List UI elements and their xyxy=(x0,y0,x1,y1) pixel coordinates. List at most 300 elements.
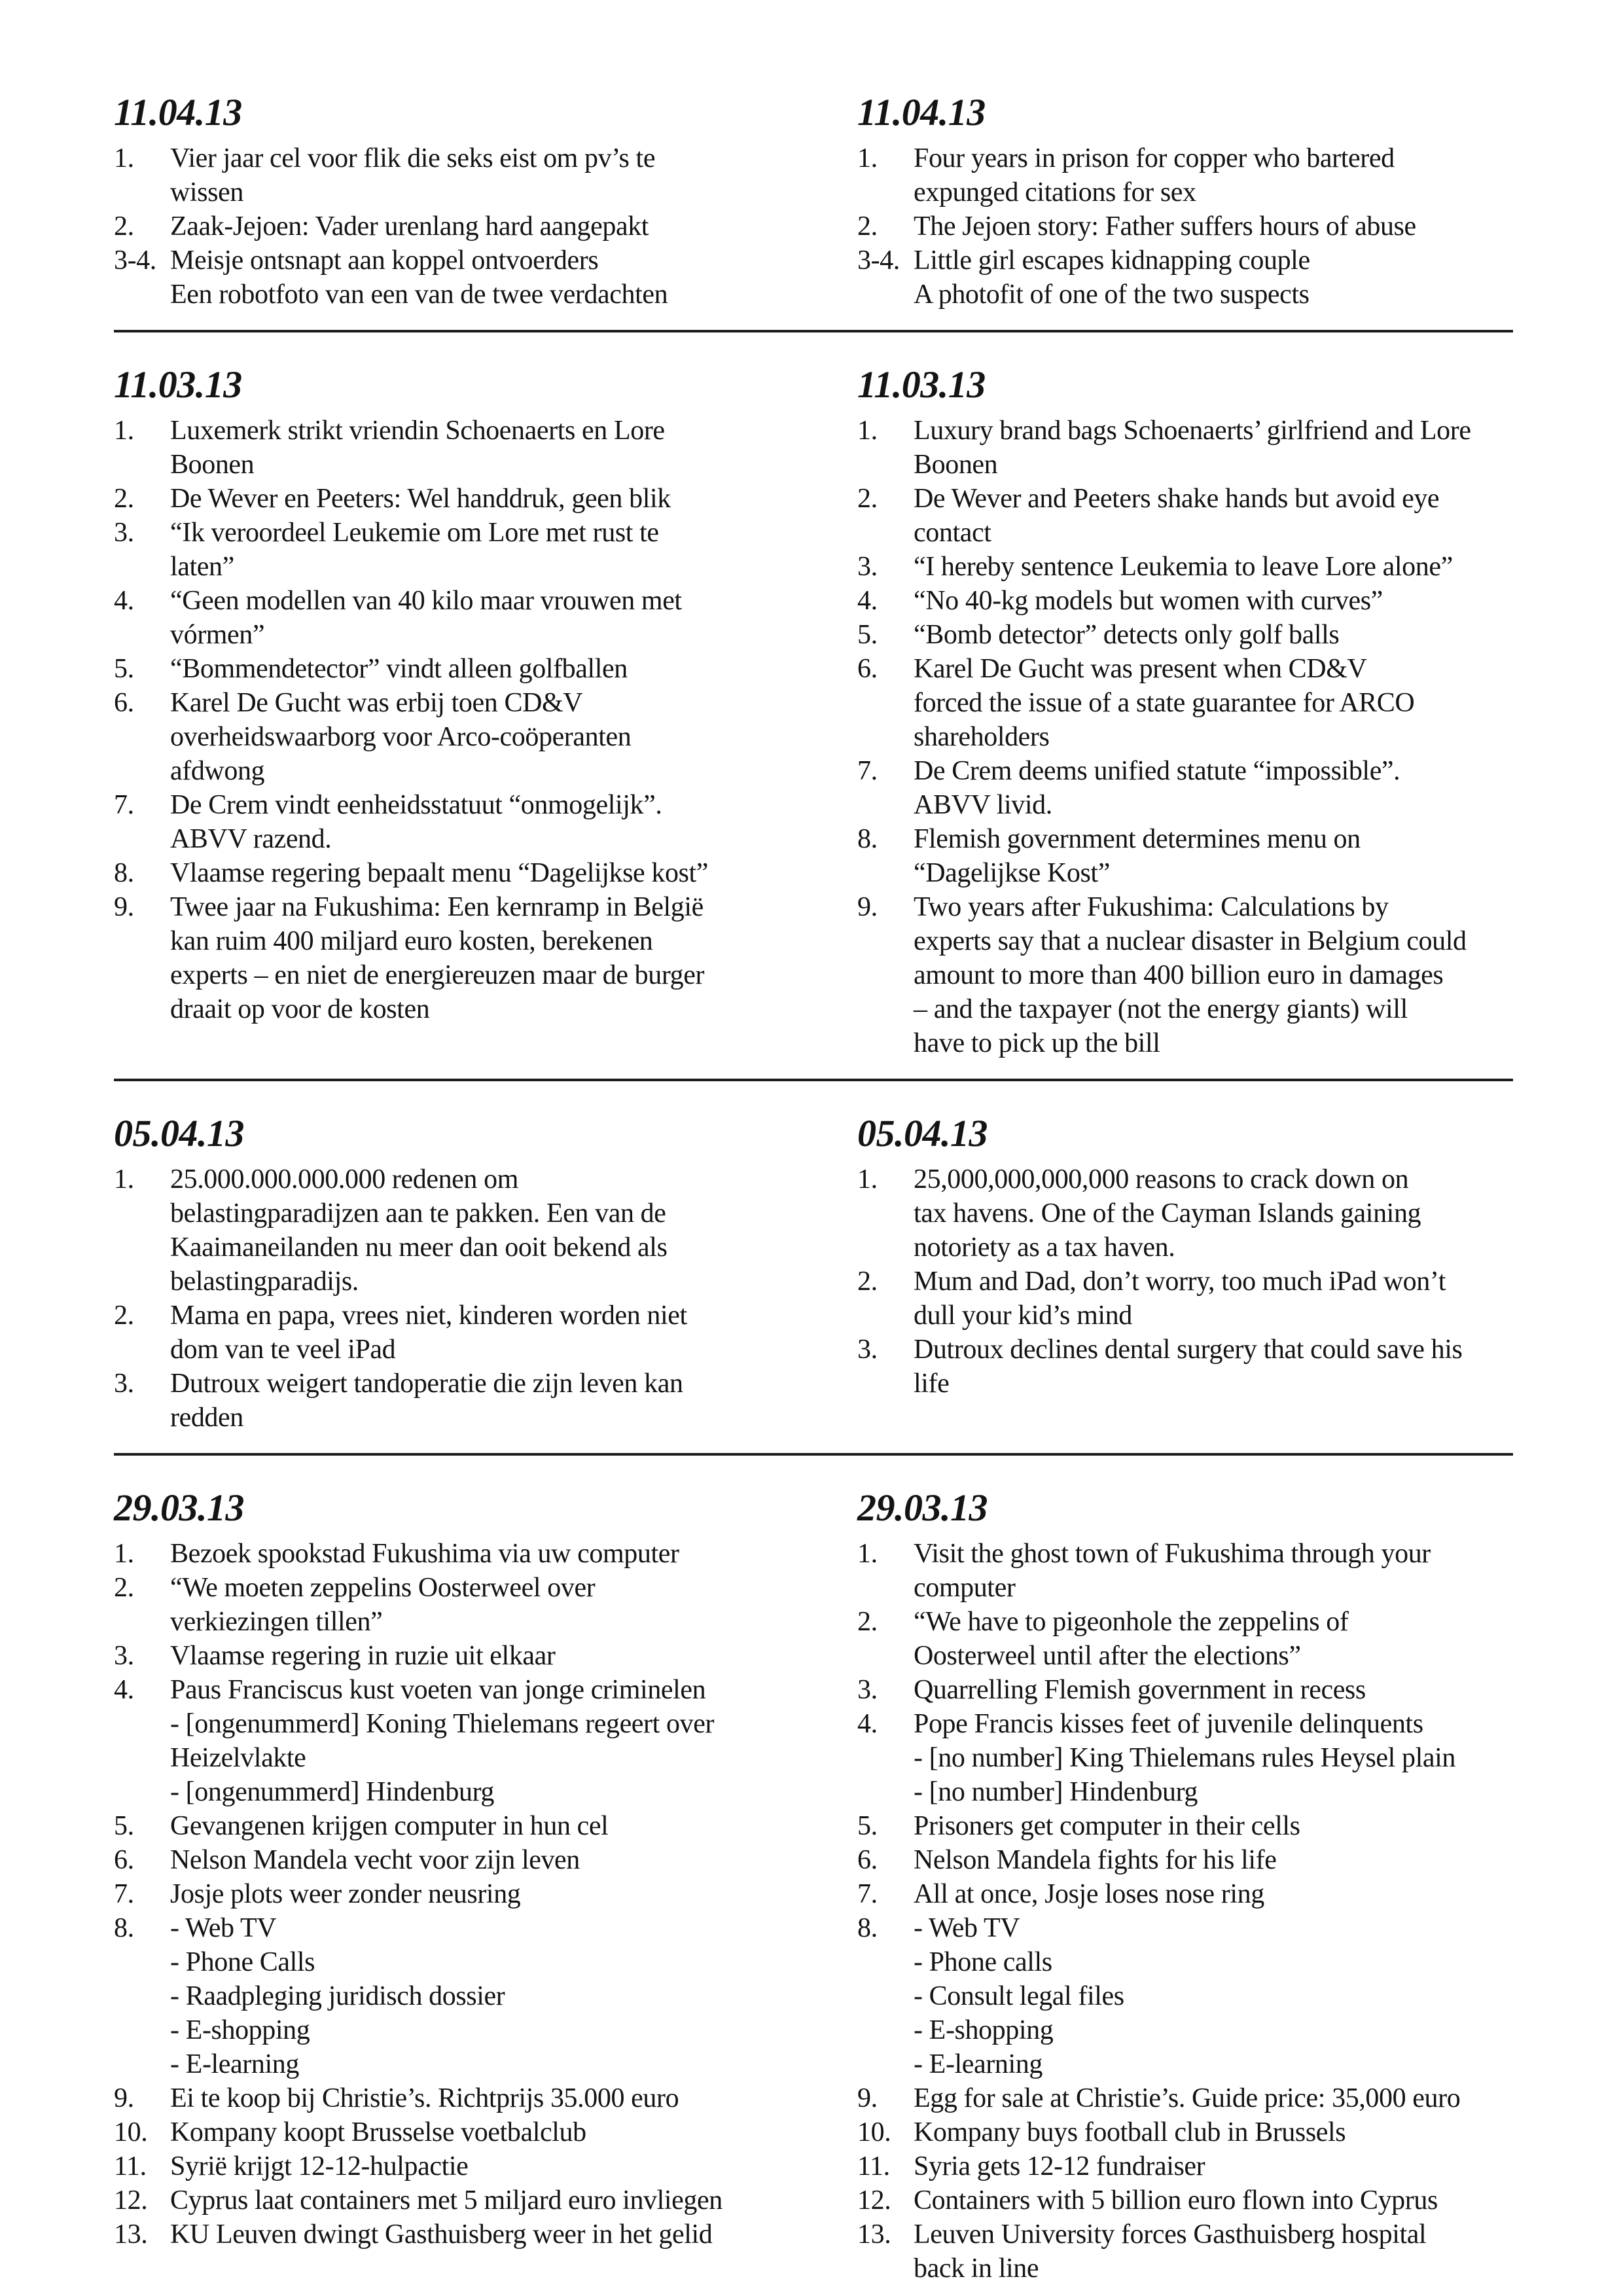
headline-line: Bezoek spookstad Fukushima via uw computer xyxy=(170,1539,679,1569)
headline-line: Containers with 5 billion euro flown into Cyprus xyxy=(914,2185,1438,2215)
item-number: 6. xyxy=(857,654,878,684)
headline-line: Kompany buys football club in Brussels xyxy=(914,2117,1346,2147)
item-number: 13. xyxy=(114,2219,148,2250)
headline-line: contact xyxy=(914,518,991,548)
headline-list-english xyxy=(857,1537,1513,2286)
headline-list-dutch xyxy=(114,1537,818,2251)
headline-line: - E-shopping xyxy=(170,2015,310,2045)
column-english xyxy=(857,364,1513,1060)
headline-item xyxy=(857,2149,1513,2183)
section-date-english: 11.03.13 xyxy=(857,363,986,406)
headline-line: shareholders xyxy=(914,722,1050,752)
headline-list-dutch xyxy=(114,1162,818,1435)
date-section xyxy=(114,1113,1513,1435)
headline-line: KU Leuven dwingt Gasthuisberg weer in het gelid xyxy=(170,2219,713,2250)
headline-item xyxy=(114,1162,818,1299)
item-text xyxy=(170,1911,818,2081)
headline-item xyxy=(857,482,1513,550)
item-number: 4. xyxy=(114,586,134,616)
headline-line: dull your kid’s mind xyxy=(914,1300,1132,1331)
headline-item xyxy=(114,1299,818,1367)
item-text xyxy=(914,414,1513,482)
item-number: 13. xyxy=(857,2219,891,2250)
item-text xyxy=(914,243,1513,312)
headline-item xyxy=(857,2115,1513,2149)
item-text xyxy=(170,1571,818,1639)
headline-item xyxy=(114,209,818,243)
headline-item xyxy=(857,1605,1513,1673)
date-section xyxy=(114,1487,1513,2286)
headline-item xyxy=(114,788,818,856)
item-text xyxy=(914,482,1513,550)
item-text xyxy=(914,890,1513,1060)
item-number: 11. xyxy=(114,2151,147,2181)
headline-line: experts say that a nuclear disaster in Belgium could xyxy=(914,926,1467,956)
section-date-english: 05.04.13 xyxy=(857,1112,988,1155)
column-english xyxy=(857,1487,1513,2286)
item-text xyxy=(914,1911,1513,2081)
headline-line: 25.000.000.000.000 redenen om xyxy=(170,1164,518,1194)
headline-item xyxy=(857,414,1513,482)
two-column-layout xyxy=(114,92,1513,312)
item-text xyxy=(170,1843,818,1877)
headline-line: Gevangenen krijgen computer in hun cel xyxy=(170,1811,609,1841)
headline-line: - E-learning xyxy=(170,2049,299,2079)
item-number: 1. xyxy=(857,143,878,173)
headline-line: Kompany koopt Brusselse voetbalclub xyxy=(170,2117,586,2147)
headline-line: - Phone calls xyxy=(914,1947,1052,1977)
item-number: 3-4. xyxy=(114,245,156,276)
headline-line: Nelson Mandela fights for his life xyxy=(914,1845,1277,1875)
item-text xyxy=(914,1537,1513,1605)
headline-line: laten” xyxy=(170,552,234,582)
item-text xyxy=(170,414,818,482)
headline-line: Een robotfoto van een van de twee verdachten xyxy=(170,279,668,310)
headline-line: - Consult legal files xyxy=(914,1981,1124,2011)
headline-item xyxy=(857,1162,1513,1265)
headline-line: “No 40-kg models but women with curves” xyxy=(914,586,1383,616)
section-divider xyxy=(114,330,1513,332)
item-number: 2. xyxy=(114,1300,134,1331)
headline-line: Vlaamse regering bepaalt menu “Dagelijkse kost” xyxy=(170,858,709,888)
item-number: 2. xyxy=(857,1266,878,1297)
headline-item xyxy=(114,1877,818,1911)
date-section xyxy=(114,92,1513,312)
item-text xyxy=(170,209,818,243)
item-text xyxy=(914,1673,1513,1707)
headline-line: dom van te veel iPad xyxy=(170,1335,396,1365)
item-number: 5. xyxy=(114,1811,134,1841)
headline-line: Syria gets 12-12 fundraiser xyxy=(914,2151,1205,2181)
section-date-english: 29.03.13 xyxy=(857,1486,988,1529)
headline-line: Karel De Gucht was erbij toen CD&V xyxy=(170,688,583,718)
item-number: 2. xyxy=(114,211,134,242)
item-text xyxy=(170,1367,818,1435)
item-number: 3. xyxy=(857,1335,878,1365)
headline-item xyxy=(857,1673,1513,1707)
item-text xyxy=(170,1162,818,1299)
section-date-dutch: 29.03.13 xyxy=(114,1486,244,1529)
headline-line: Pope Francis kisses feet of juvenile delinquents xyxy=(914,1709,1423,1739)
headline-item xyxy=(114,2217,818,2251)
item-number: 3. xyxy=(857,552,878,582)
headline-line: Egg for sale at Christie’s. Guide price: 35,000 euro xyxy=(914,2083,1461,2113)
headline-line: amount to more than 400 billion euro in damages xyxy=(914,960,1444,990)
item-text xyxy=(914,584,1513,618)
headline-line: wissen xyxy=(170,177,243,207)
headline-line: – and the taxpayer (not the energy giants) will xyxy=(914,994,1408,1024)
item-number: 2. xyxy=(857,1607,878,1637)
item-text xyxy=(170,2217,818,2251)
headline-line: Dutroux weigert tandoperatie die zijn leven kan xyxy=(170,1369,683,1399)
headline-line: Mama en papa, vrees niet, kinderen worden niet xyxy=(170,1300,687,1331)
item-number: 1. xyxy=(857,416,878,446)
section-date-dutch: 11.04.13 xyxy=(114,91,242,134)
headline-item xyxy=(857,2217,1513,2286)
headline-line: Twee jaar na Fukushima: Een kernramp in België xyxy=(170,892,704,922)
item-number: 3. xyxy=(114,1641,134,1671)
item-number: 5. xyxy=(114,654,134,684)
headline-item xyxy=(857,652,1513,754)
headline-line: redden xyxy=(170,1403,243,1433)
item-text xyxy=(170,584,818,652)
section-divider xyxy=(114,1079,1513,1081)
item-text xyxy=(914,1809,1513,1843)
two-column-layout xyxy=(114,1113,1513,1435)
headline-item xyxy=(114,652,818,686)
item-number: 12. xyxy=(857,2185,891,2215)
item-number: 9. xyxy=(857,892,878,922)
headline-line: De Wever and Peeters shake hands but avoid eye xyxy=(914,484,1440,514)
headline-line: De Crem deems unified statute “impossible”. xyxy=(914,756,1400,786)
headline-list-dutch xyxy=(114,141,818,312)
section-date-dutch: 11.03.13 xyxy=(114,363,242,406)
headline-line: vórmen” xyxy=(170,620,265,650)
headline-line: overheidswaarborg voor Arco-coöperanten xyxy=(170,722,632,752)
headline-line: life xyxy=(914,1369,950,1399)
headline-line: - E-learning xyxy=(914,2049,1043,2079)
item-text xyxy=(914,2081,1513,2115)
headline-item xyxy=(857,890,1513,1060)
column-english xyxy=(857,92,1513,312)
item-text xyxy=(170,1809,818,1843)
headline-line: A photofit of one of the two suspects xyxy=(914,279,1310,310)
headline-list-english xyxy=(857,1162,1513,1401)
item-number: 3. xyxy=(857,1675,878,1705)
headline-item xyxy=(114,2149,818,2183)
item-text xyxy=(170,890,818,1026)
item-number: 10. xyxy=(114,2117,148,2147)
headline-line: Josje plots weer zonder neusring xyxy=(170,1879,521,1909)
item-number: 9. xyxy=(114,892,134,922)
item-number: 11. xyxy=(857,2151,890,2181)
item-number: 8. xyxy=(857,824,878,854)
headline-line: notoriety as a tax haven. xyxy=(914,1232,1175,1263)
item-text xyxy=(914,209,1513,243)
item-number: 4. xyxy=(857,586,878,616)
headline-item xyxy=(857,584,1513,618)
item-text xyxy=(170,2149,818,2183)
item-number: 10. xyxy=(857,2117,891,2147)
item-text xyxy=(170,1639,818,1673)
headline-line: The Jejoen story: Father suffers hours of abuse xyxy=(914,211,1416,242)
item-text xyxy=(914,550,1513,584)
item-text xyxy=(170,2081,818,2115)
headline-item xyxy=(857,822,1513,890)
headline-line: belastingparadijs. xyxy=(170,1266,359,1297)
item-number: 6. xyxy=(114,688,134,718)
item-number: 2. xyxy=(114,1573,134,1603)
headline-item xyxy=(114,482,818,516)
headline-line: Flemish government determines menu on xyxy=(914,824,1361,854)
item-number: 5. xyxy=(857,1811,878,1841)
headline-line: Meisje ontsnapt aan koppel ontvoerders xyxy=(170,245,599,276)
headline-line: “Dagelijkse Kost” xyxy=(914,858,1110,888)
headline-line: Mum and Dad, don’t worry, too much iPad won’t xyxy=(914,1266,1446,1297)
item-text xyxy=(914,1877,1513,1911)
headline-line: “I hereby sentence Leukemia to leave Lore alone” xyxy=(914,552,1453,582)
headline-line: 25,000,000,000,000 reasons to crack down on xyxy=(914,1164,1409,1194)
headline-line: - [ongenummerd] Koning Thielemans regeert over xyxy=(170,1709,715,1739)
headline-line: tax havens. One of the Cayman Islands gaining xyxy=(914,1198,1421,1229)
headline-line: expunged citations for sex xyxy=(914,177,1196,207)
headline-line: Zaak-Jejoen: Vader urenlang hard aangepakt xyxy=(170,211,649,242)
item-text xyxy=(170,856,818,890)
headline-line: Boonen xyxy=(914,450,998,480)
headline-item xyxy=(857,618,1513,652)
headline-line: Leuven University forces Gasthuisberg hospital xyxy=(914,2219,1427,2250)
headline-line: Luxury brand bags Schoenaerts’ girlfriend and Lore xyxy=(914,416,1471,446)
headline-line: “We moeten zeppelins Oosterweel over xyxy=(170,1573,596,1603)
headline-item xyxy=(857,209,1513,243)
item-text xyxy=(170,1299,818,1367)
item-number: 4. xyxy=(857,1709,878,1739)
headline-line: Paus Franciscus kust voeten van jonge criminelen xyxy=(170,1675,706,1705)
item-text xyxy=(170,141,818,209)
headline-line: experts – en niet de energiereuzen maar de burger xyxy=(170,960,705,990)
headline-line: “Geen modellen van 40 kilo maar vrouwen met xyxy=(170,586,682,616)
headline-item xyxy=(857,1265,1513,1333)
headline-item xyxy=(114,1843,818,1877)
item-number: 6. xyxy=(114,1845,134,1875)
item-text xyxy=(170,788,818,856)
item-text xyxy=(914,618,1513,652)
section-date-english: 11.04.13 xyxy=(857,91,986,134)
headline-line: ABVV livid. xyxy=(914,790,1052,820)
headline-line: kan ruim 400 miljard euro kosten, berekenen xyxy=(170,926,653,956)
headline-line: Kaaimaneilanden nu meer dan ooit bekend als xyxy=(170,1232,668,1263)
item-number: 1. xyxy=(857,1539,878,1569)
two-column-layout xyxy=(114,364,1513,1060)
item-number: 8. xyxy=(114,1913,134,1943)
item-number: 8. xyxy=(857,1913,878,1943)
headline-item xyxy=(857,1809,1513,1843)
item-text xyxy=(170,652,818,686)
headline-item xyxy=(114,1571,818,1639)
headline-item xyxy=(857,1537,1513,1605)
item-text xyxy=(914,1605,1513,1673)
item-text xyxy=(914,1707,1513,1809)
headline-line: have to pick up the bill xyxy=(914,1028,1160,1058)
headline-item xyxy=(857,2183,1513,2217)
headline-line: De Crem vindt eenheidsstatuut “onmogelijk”. xyxy=(170,790,662,820)
headline-item xyxy=(857,550,1513,584)
headline-item xyxy=(857,1911,1513,2081)
headline-line: - E-shopping xyxy=(914,2015,1054,2045)
item-number: 12. xyxy=(114,2185,148,2215)
headline-line: Luxemerk strikt vriendin Schoenaerts en Lore xyxy=(170,416,665,446)
item-text xyxy=(914,1333,1513,1401)
date-section xyxy=(114,364,1513,1060)
headline-line: forced the issue of a state guarantee for ARCO xyxy=(914,688,1415,718)
item-text xyxy=(170,1673,818,1809)
item-number: 7. xyxy=(114,1879,134,1909)
item-text xyxy=(914,2217,1513,2286)
column-english xyxy=(857,1113,1513,1401)
headline-item xyxy=(857,1877,1513,1911)
headline-line: Oosterweel until after the elections” xyxy=(914,1641,1301,1671)
headline-line: Cyprus laat containers met 5 miljard euro invliegen xyxy=(170,2185,722,2215)
item-number: 2. xyxy=(114,484,134,514)
item-text xyxy=(914,141,1513,209)
headline-item xyxy=(857,754,1513,822)
headline-line: All at once, Josje loses nose ring xyxy=(914,1879,1264,1909)
headline-line: - Web TV xyxy=(914,1913,1020,1943)
column-dutch xyxy=(114,1487,818,2251)
headline-line: Prisoners get computer in their cells xyxy=(914,1811,1300,1841)
item-text xyxy=(914,2115,1513,2149)
two-column-layout xyxy=(114,1487,1513,2286)
headline-line: Visit the ghost town of Fukushima through your xyxy=(914,1539,1431,1569)
headline-item xyxy=(114,414,818,482)
headline-line: - Phone Calls xyxy=(170,1947,315,1977)
item-number: 7. xyxy=(114,790,134,820)
headline-line: Two years after Fukushima: Calculations by xyxy=(914,892,1389,922)
section-date-dutch: 05.04.13 xyxy=(114,1112,244,1155)
item-text xyxy=(914,2149,1513,2183)
item-text xyxy=(170,2115,818,2149)
headline-line: - [no number] Hindenburg xyxy=(914,1777,1198,1807)
headline-item xyxy=(114,1809,818,1843)
column-dutch xyxy=(114,1113,818,1435)
item-text xyxy=(170,243,818,312)
item-number: 1. xyxy=(114,143,134,173)
item-number: 9. xyxy=(114,2083,134,2113)
headline-item xyxy=(114,141,818,209)
headline-line: back in line xyxy=(914,2253,1039,2284)
headline-item xyxy=(857,1707,1513,1809)
headline-line: verkiezingen tillen” xyxy=(170,1607,383,1637)
headline-line: “Bomb detector” detects only golf balls xyxy=(914,620,1340,650)
item-text xyxy=(170,686,818,788)
item-number: 4. xyxy=(114,1675,134,1705)
item-number: 1. xyxy=(114,1539,134,1569)
headline-item xyxy=(114,890,818,1026)
column-dutch xyxy=(114,364,818,1026)
section-divider xyxy=(114,1453,1513,1456)
item-number: 3-4. xyxy=(857,245,900,276)
headline-line: Dutroux declines dental surgery that could save his xyxy=(914,1335,1463,1365)
headline-list-english xyxy=(857,414,1513,1060)
headline-item xyxy=(857,1333,1513,1401)
item-number: 1. xyxy=(857,1164,878,1194)
column-dutch xyxy=(114,92,818,312)
headline-item xyxy=(114,1673,818,1809)
headline-item xyxy=(114,1537,818,1571)
headline-item xyxy=(114,1911,818,2081)
headline-line: Boonen xyxy=(170,450,255,480)
headline-item xyxy=(114,516,818,584)
headline-line: draait op voor de kosten xyxy=(170,994,430,1024)
item-number: 1. xyxy=(114,1164,134,1194)
headline-line: - [no number] King Thielemans rules Heysel plain xyxy=(914,1743,1455,1773)
item-text xyxy=(170,482,818,516)
headline-item xyxy=(114,2183,818,2217)
item-text xyxy=(914,2183,1513,2217)
headline-item xyxy=(114,2081,818,2115)
item-number: 8. xyxy=(114,858,134,888)
headline-item xyxy=(114,243,818,312)
headline-line: “We have to pigeonhole the zeppelins of xyxy=(914,1607,1349,1637)
headline-item xyxy=(114,1639,818,1673)
headline-line: Quarrelling Flemish government in recess xyxy=(914,1675,1366,1705)
headline-line: Ei te koop bij Christie’s. Richtprijs 35.000 euro xyxy=(170,2083,679,2113)
item-number: 9. xyxy=(857,2083,878,2113)
headline-item xyxy=(857,1843,1513,1877)
headline-line: computer xyxy=(914,1573,1016,1603)
headline-line: Karel De Gucht was present when CD&V xyxy=(914,654,1367,684)
headline-item xyxy=(857,2081,1513,2115)
headline-line: Vier jaar cel voor flik die seks eist om pv’s te xyxy=(170,143,656,173)
headline-line: ABVV razend. xyxy=(170,824,332,854)
headline-line: Syrië krijgt 12-12-hulpactie xyxy=(170,2151,469,2181)
item-number: 3. xyxy=(114,518,134,548)
headline-line: De Wever en Peeters: Wel handdruk, geen blik xyxy=(170,484,671,514)
item-text xyxy=(914,1265,1513,1333)
headline-line: - Raadpleging juridisch dossier xyxy=(170,1981,505,2011)
item-text xyxy=(914,822,1513,890)
headline-line: “Bommendetector” vindt alleen golfballen xyxy=(170,654,628,684)
headline-item xyxy=(114,686,818,788)
item-number: 7. xyxy=(857,1879,878,1909)
headline-line: afdwong xyxy=(170,756,265,786)
item-number: 1. xyxy=(114,416,134,446)
headline-line: Nelson Mandela vecht voor zijn leven xyxy=(170,1845,580,1875)
headline-item xyxy=(114,856,818,890)
item-number: 2. xyxy=(857,211,878,242)
headline-item xyxy=(857,243,1513,312)
headline-line: - [ongenummerd] Hindenburg xyxy=(170,1777,495,1807)
headline-line: Vlaamse regering in ruzie uit elkaar xyxy=(170,1641,556,1671)
headline-item xyxy=(114,2115,818,2149)
headline-list-english xyxy=(857,141,1513,312)
headline-item xyxy=(857,141,1513,209)
item-text xyxy=(170,516,818,584)
headline-line: Heizelvlakte xyxy=(170,1743,306,1773)
item-number: 5. xyxy=(857,620,878,650)
headline-item xyxy=(114,584,818,652)
headline-line: Little girl escapes kidnapping couple xyxy=(914,245,1310,276)
item-text xyxy=(170,1877,818,1911)
item-number: 3. xyxy=(114,1369,134,1399)
item-text xyxy=(914,754,1513,822)
item-number: 2. xyxy=(857,484,878,514)
item-text xyxy=(170,2183,818,2217)
item-text xyxy=(170,1537,818,1571)
headline-item xyxy=(114,1367,818,1435)
headline-line: Four years in prison for copper who bartered xyxy=(914,143,1395,173)
item-number: 6. xyxy=(857,1845,878,1875)
